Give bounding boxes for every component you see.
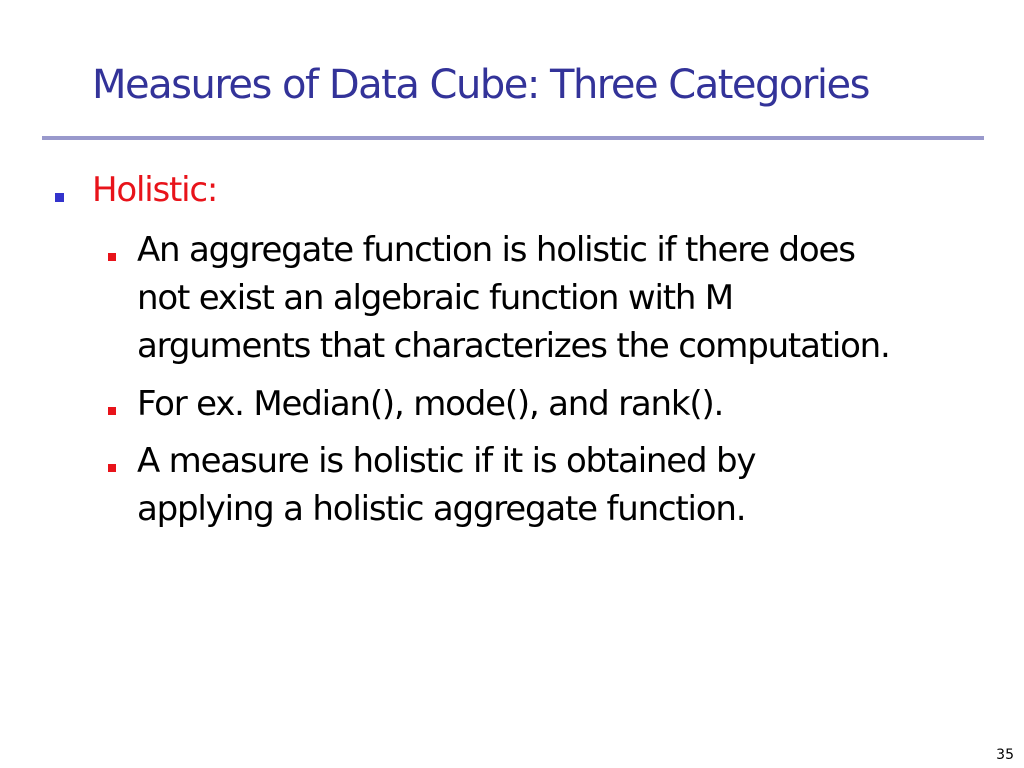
sub-bullet-line: An aggregate function is holistic if there does: [137, 230, 855, 270]
sub-bullet-line: A measure is holistic if it is obtained by: [137, 441, 756, 481]
bullet-heading-holistic: Holistic:: [92, 170, 218, 210]
sub-bullet-line: For ex. Median(), mode(), and rank().: [137, 384, 724, 424]
slide-title: Measures of Data Cube: Three Categories: [92, 62, 869, 108]
bullet-square-icon: [55, 193, 64, 202]
sub-bullet-line: not exist an algebraic function with M: [137, 278, 733, 318]
title-divider: [42, 136, 984, 140]
page-number: 35: [996, 747, 1014, 763]
sub-bullet-line: arguments that characterizes the computation.: [137, 326, 890, 366]
sub-bullet-square-icon: [108, 464, 116, 472]
sub-bullet-square-icon: [108, 253, 116, 261]
sub-bullet-square-icon: [108, 407, 116, 415]
sub-bullet-line: applying a holistic aggregate function.: [137, 489, 746, 529]
